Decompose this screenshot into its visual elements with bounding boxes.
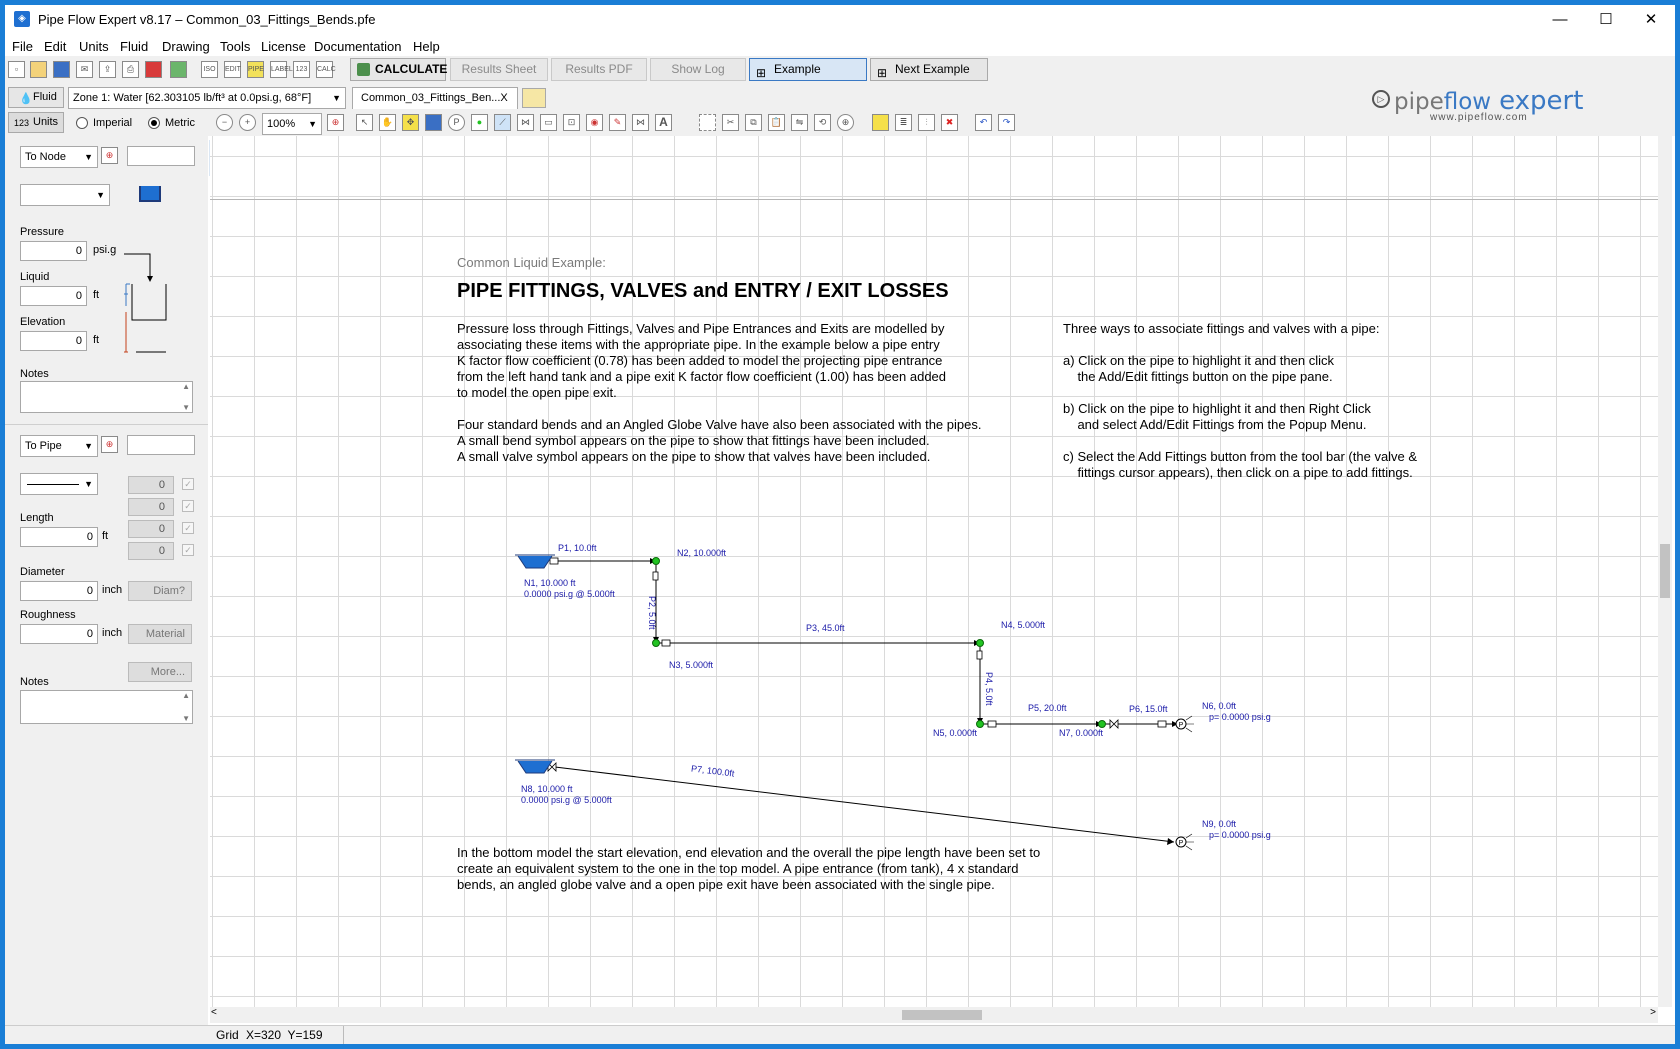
bend-fitting: [662, 640, 670, 646]
menu-bar: [0, 36, 1680, 58]
vertical-scroll-thumb[interactable]: [1660, 544, 1670, 598]
radio-dot: [151, 120, 157, 126]
fluid-label: Fluid: [33, 91, 57, 103]
undo-icon[interactable]: ↶: [975, 114, 992, 131]
tank-tool-icon[interactable]: [425, 114, 442, 131]
methods-heading: Three ways to associate fittings and valves with a pipe:: [1063, 321, 1380, 336]
valve-tool-icon[interactable]: ◉: [586, 114, 603, 131]
node-type-select[interactable]: [20, 184, 110, 206]
bottom-model-paragraph: In the bottom model the start elevation, end elevation and the overall the pipe length have been set to create an equivalent system to the one in the top model. A pipe entrance (from tank), 4 x standard bends, an angled globe valve and a open pipe exit have been associated with the single pipe.: [457, 845, 1041, 892]
drawing-canvas[interactable]: [210, 136, 1658, 1007]
paste-icon[interactable]: 📋: [768, 114, 785, 131]
email-icon[interactable]: ✉: [76, 61, 93, 78]
logo-url: www.pipeflow.com: [1430, 112, 1528, 123]
menu-file[interactable]: File: [12, 39, 33, 54]
node-tool-icon[interactable]: ●: [471, 114, 488, 131]
flip-icon[interactable]: ⇋: [791, 114, 808, 131]
zoom-select[interactable]: [262, 113, 322, 135]
logo-pipe: pipe: [1394, 89, 1444, 115]
label-p5: P5, 20.0ft: [1028, 703, 1067, 713]
menu-tools[interactable]: Tools: [220, 39, 251, 54]
chevron-down-icon: ▼: [332, 93, 341, 103]
label-n7: N7, 0.000ft: [1059, 728, 1104, 738]
units-icon: 123: [14, 118, 30, 128]
logo-mark-icon: ▷: [1372, 90, 1390, 108]
pipe-select[interactable]: [20, 435, 98, 457]
entry-fitting: [550, 558, 558, 564]
imperial-radio[interactable]: [76, 117, 88, 129]
node-notes-input[interactable]: [20, 381, 193, 413]
exit-checkbox[interactable]: ✓: [182, 544, 194, 556]
text-tool-icon[interactable]: A: [655, 114, 672, 131]
image-tool-icon[interactable]: ▭: [540, 114, 557, 131]
pipe-target-icon[interactable]: ⊕: [101, 436, 118, 453]
zoom-value: 100%: [267, 118, 296, 130]
node-id-field[interactable]: [127, 146, 195, 166]
print-icon[interactable]: ⎙: [122, 61, 139, 78]
select-area-icon[interactable]: [699, 114, 716, 131]
pipe-id-field[interactable]: [127, 435, 195, 455]
menu-edit[interactable]: Edit: [44, 39, 67, 54]
fittings-paragraph: Four standard bends and an Angled Globe Valve have also been associated with the pipes. A small bend symbol appears on the pipe to show that fittings have been included. A small valve symbol appears on the pipe to show that valves have been included.: [457, 417, 982, 464]
move-icon[interactable]: ✥: [402, 114, 419, 131]
edit-icon[interactable]: EDIT: [224, 61, 241, 78]
delete-icon[interactable]: ✖: [941, 114, 958, 131]
menu-units[interactable]: Units: [79, 39, 109, 54]
distribute-icon[interactable]: ⫶: [918, 114, 935, 131]
pump-tool-icon[interactable]: P: [448, 114, 465, 131]
logo-flow: flow: [1443, 89, 1492, 115]
target-icon[interactable]: ⊕: [327, 114, 344, 131]
bend-fitting: [988, 721, 996, 727]
menu-fluid[interactable]: Fluid: [120, 39, 149, 54]
tank-n1: [515, 555, 555, 568]
exit-fitting: [1158, 721, 1166, 727]
app-icon[interactable]: ◈: [14, 11, 30, 27]
new-icon[interactable]: ▫: [8, 61, 25, 78]
metric-label: Metric: [165, 117, 195, 129]
label-n9-pressure: p= 0.0000 psi.g: [1209, 830, 1271, 840]
elevation-label: Elevation: [20, 316, 66, 328]
droplet-icon: 💧: [19, 93, 33, 105]
label-n6-pressure: p= 0.0000 psi.g: [1209, 712, 1271, 722]
close-button[interactable]: ✕: [1644, 11, 1658, 28]
pressure-label: Pressure: [20, 226, 65, 238]
roughness-unit: inch: [102, 627, 123, 639]
fittings-tool-icon[interactable]: ⋈: [517, 114, 534, 131]
align-icon[interactable]: ≣: [895, 114, 912, 131]
method-c: c) Select the Add Fittings button from the tool bar (the valve & fittings cursor appears), then click on a pipe to add fittings.: [1063, 449, 1418, 480]
network-icon: ⊞: [756, 66, 767, 80]
horizontal-scrollbar[interactable]: [210, 1007, 1658, 1023]
find-icon[interactable]: ⊕: [837, 114, 854, 131]
example-subtitle: Common Liquid Example:: [457, 255, 606, 270]
cut-icon[interactable]: ✂: [722, 114, 739, 131]
status-grid: Grid: [216, 1028, 239, 1042]
calculate-button[interactable]: [350, 58, 446, 81]
valves-checkbox[interactable]: ✓: [182, 522, 194, 534]
next-example-button[interactable]: [870, 58, 988, 81]
length-label: Length: [20, 512, 54, 524]
bends-checkbox[interactable]: ✓: [182, 478, 194, 490]
minimize-button[interactable]: —: [1552, 11, 1568, 28]
label-n8-elev: N8, 10.000 ft: [521, 784, 573, 794]
tank-icon: [139, 186, 161, 202]
label-p3: P3, 45.0ft: [806, 623, 845, 633]
iso-icon[interactable]: ISO: [201, 61, 218, 78]
length-unit: ft: [102, 530, 109, 542]
save-icon[interactable]: [53, 61, 70, 78]
sidebar-divider: [0, 424, 208, 425]
copy-icon[interactable]: ⧉: [745, 114, 762, 131]
calc-label-icon[interactable]: CALC: [316, 61, 333, 78]
number-icon[interactable]: 123: [293, 61, 310, 78]
horizontal-scroll-thumb[interactable]: [902, 1010, 982, 1020]
label-n5: N5, 0.000ft: [933, 728, 978, 738]
line-style-select[interactable]: [20, 473, 98, 495]
roughness-input[interactable]: 0: [20, 624, 98, 644]
label-n2: N2, 10.000ft: [677, 548, 727, 558]
node-target-icon[interactable]: ⊕: [101, 147, 118, 164]
example-systems-button[interactable]: [749, 58, 867, 81]
menu-documentation[interactable]: Documentation: [314, 39, 402, 54]
logo-expert: expert: [1499, 86, 1584, 116]
scroll-down-icon[interactable]: ▼: [182, 714, 190, 723]
window-title: Pipe Flow Expert v8.17 – Common_03_Fittings_Bends.pfe: [38, 12, 376, 27]
label-n1-elev: N1, 10.000 ft: [524, 578, 576, 588]
pointer-icon[interactable]: ↖: [356, 114, 373, 131]
zoom-out-icon[interactable]: −: [216, 114, 233, 131]
diameter-input[interactable]: 0: [20, 581, 98, 601]
pencil-icon[interactable]: ✎: [609, 114, 626, 131]
menu-help[interactable]: Help: [413, 39, 440, 54]
show-log-button[interactable]: Show Log: [650, 58, 746, 81]
liquid-unit: ft: [93, 289, 100, 301]
length-input[interactable]: 0: [20, 527, 98, 547]
scroll-right-icon[interactable]: >: [1650, 1007, 1656, 1018]
label-p2: P2, 5.0ft: [647, 596, 657, 630]
zoom-in-icon[interactable]: +: [239, 114, 256, 131]
pipe-p7: [555, 767, 1174, 842]
fluid-button[interactable]: [8, 87, 64, 108]
method-b: b) Click on the pipe to highlight it and then Right Click and select Add/Edit Fittings from the Popup Menu.: [1063, 401, 1371, 432]
node-select-value: To Node: [25, 151, 66, 163]
component-tool-icon[interactable]: ⊡: [563, 114, 580, 131]
calc-icon[interactable]: [170, 61, 187, 78]
valve-fitting: [1110, 720, 1118, 728]
notes-label: Notes: [20, 368, 49, 380]
add-fitting-icon[interactable]: [872, 114, 889, 131]
next-network-icon: ⊞: [877, 66, 888, 80]
zone-select[interactable]: [68, 87, 346, 109]
label-n8-pressure: 0.0000 psi.g @ 5.000ft: [521, 795, 612, 805]
label-n6-elev: N6, 0.0ft: [1202, 701, 1237, 711]
scroll-down-icon[interactable]: ▼: [182, 403, 190, 412]
tank-diagram-icon: [120, 250, 170, 360]
bend-fitting: [977, 651, 982, 659]
label-icon[interactable]: LABEL: [270, 61, 287, 78]
liquid-label: Liquid: [20, 271, 50, 283]
maximize-button[interactable]: ☐: [1599, 11, 1613, 28]
zone-value: Zone 1: Water [62.303105 lb/ft³ at 0.0psi.g, 68°F]: [73, 92, 312, 104]
label-p6: P6, 15.0ft: [1129, 704, 1168, 714]
status-divider: [343, 1026, 344, 1044]
label-n9-elev: N9, 0.0ft: [1202, 819, 1237, 829]
entry-count[interactable]: 0: [128, 498, 174, 516]
label-n4: N4, 5.000ft: [1001, 620, 1046, 630]
export-icon[interactable]: ⇪: [99, 61, 116, 78]
label-n1-pressure: 0.0000 psi.g @ 5.000ft: [524, 589, 615, 599]
bends-count[interactable]: 0: [128, 476, 174, 494]
label-p7: P7, 100.0ft: [690, 763, 735, 779]
units-label: Units: [33, 116, 59, 128]
diameter-label: Diameter: [20, 566, 65, 578]
label-n3: N3, 5.000ft: [669, 660, 714, 670]
node-select[interactable]: [20, 146, 98, 168]
pipe-notes-label: Notes: [20, 676, 49, 688]
menu-license[interactable]: License: [261, 39, 306, 54]
scroll-up-icon[interactable]: ▲: [182, 691, 190, 700]
bend-fitting: [653, 572, 658, 580]
units-button[interactable]: [8, 112, 64, 133]
svg-text:P: P: [1178, 722, 1184, 729]
results-sheet-button[interactable]: Results Sheet: [450, 58, 548, 81]
pipe-notes-input[interactable]: [20, 690, 193, 724]
example-heading: PIPE FITTINGS, VALVES and ENTRY / EXIT LOSSES: [457, 280, 949, 302]
more-button[interactable]: More...: [128, 662, 192, 682]
elevation-input[interactable]: 0: [20, 331, 87, 351]
example-systems-label: Example: [774, 62, 821, 76]
pipe-network: [210, 136, 1658, 1007]
menu-drawing[interactable]: Drawing: [162, 39, 210, 54]
metric-radio[interactable]: [148, 117, 160, 129]
pipe-icon[interactable]: PIPE: [247, 61, 264, 78]
material-button[interactable]: Material: [128, 624, 192, 644]
results-pdf-button[interactable]: Results PDF: [551, 58, 647, 81]
elevation-unit: ft: [93, 334, 100, 346]
redo-icon[interactable]: ↷: [998, 114, 1015, 131]
pipe-select-value: To Pipe: [25, 440, 62, 452]
rotate-icon[interactable]: ⟲: [814, 114, 831, 131]
chevron-down-icon: ▼: [308, 119, 317, 129]
scroll-left-icon[interactable]: <: [211, 1007, 217, 1018]
line-style-preview: [27, 484, 79, 485]
pdf-icon[interactable]: [145, 61, 162, 78]
vertical-scrollbar[interactable]: [1658, 136, 1672, 1007]
chevron-down-icon: ▼: [96, 190, 105, 200]
tab-file[interactable]: Common_03_Fittings_Ben...X: [352, 87, 518, 109]
diam-button[interactable]: Diam?: [128, 581, 192, 601]
status-coords: X=320 Y=159: [246, 1028, 323, 1042]
label-p1: P1, 10.0ft: [558, 543, 597, 553]
next-example-label: Next Example: [895, 62, 970, 76]
entry-checkbox[interactable]: ✓: [182, 500, 194, 512]
svg-text:P: P: [1178, 840, 1184, 847]
pressure-unit: psi.g: [93, 244, 117, 256]
intro-paragraph: Pressure loss through Fittings, Valves and Pipe Entrances and Exits are modelled by associating these items with the appropriate pipe. In the example below a pipe entry K factor flow coefficient (0.78) has been added to model the projecting pipe entrance from the left hand tank and a pipe exit K factor flow coefficient (1.00) has been added to model the open pipe exit.: [457, 321, 947, 400]
chevron-down-icon: ▼: [84, 152, 93, 162]
label-p4: P4, 5.0ft: [984, 672, 994, 706]
pipe-tool-icon[interactable]: ⟋: [494, 114, 511, 131]
scroll-up-icon[interactable]: ▲: [182, 382, 190, 391]
method-a: a) Click on the pipe to highlight it and then click the Add/Edit fittings button on the pipe pane.: [1063, 353, 1334, 384]
hand-icon[interactable]: ✋: [379, 114, 396, 131]
chevron-down-icon: ▼: [84, 479, 93, 489]
imperial-label: Imperial: [93, 117, 133, 129]
valves-count[interactable]: 0: [128, 520, 174, 538]
calculate-label: CALCULATE: [375, 62, 448, 76]
control-valve-icon[interactable]: ⋈: [632, 114, 649, 131]
roughness-label: Roughness: [20, 609, 76, 621]
new-tab-icon[interactable]: [522, 88, 546, 108]
open-icon[interactable]: [30, 61, 47, 78]
exit-count[interactable]: 0: [128, 542, 174, 560]
diameter-unit: inch: [102, 584, 123, 596]
chevron-down-icon: ▼: [84, 441, 93, 451]
calculator-icon: [357, 63, 370, 76]
liquid-input[interactable]: 0: [20, 286, 87, 306]
pressure-input[interactable]: 0: [20, 241, 87, 261]
